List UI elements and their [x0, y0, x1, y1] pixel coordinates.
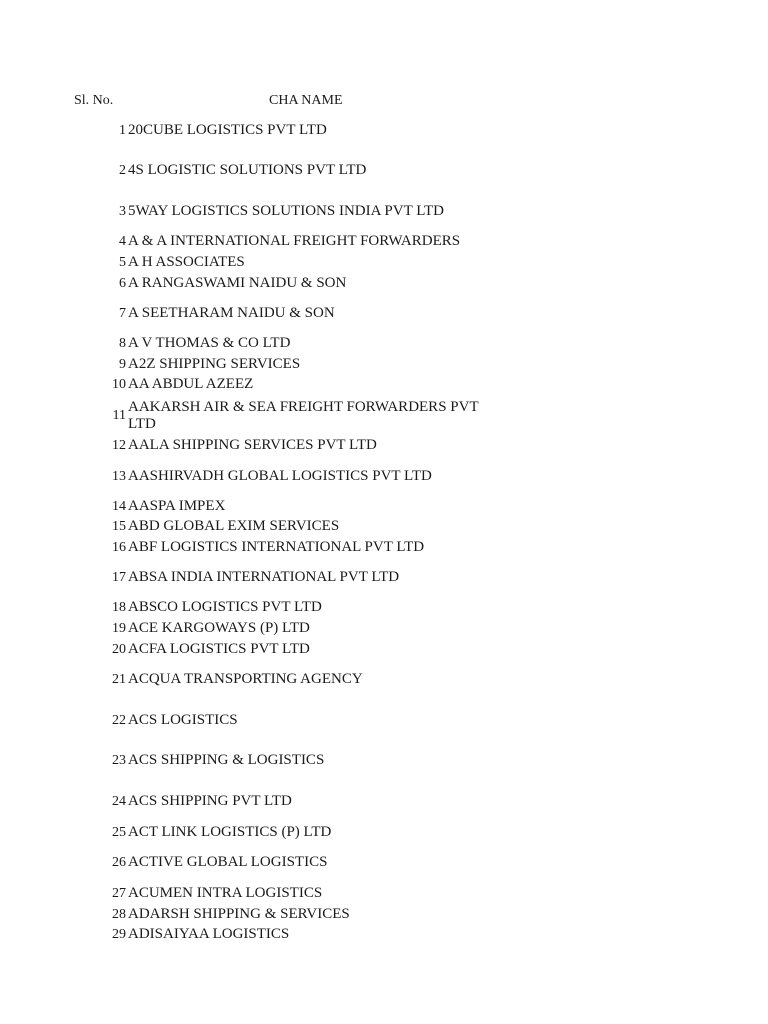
- cha-name: ACE KARGOWAYS (P) LTD: [128, 620, 310, 636]
- serial-number: 5: [119, 255, 126, 270]
- serial-number: 15: [112, 519, 126, 534]
- serial-number: 28: [112, 907, 126, 922]
- column-header-sl-no: Sl. No.: [74, 93, 114, 108]
- cha-name: ADARSH SHIPPING & SERVICES: [128, 906, 350, 922]
- serial-number: 23: [112, 753, 126, 768]
- serial-number: 20: [112, 642, 126, 657]
- serial-number: 22: [112, 713, 126, 728]
- cha-name: AASPA IMPEX: [128, 498, 226, 514]
- serial-number: 12: [112, 438, 126, 453]
- serial-number: 11: [112, 408, 126, 423]
- cha-name: ACTIVE GLOBAL LOGISTICS: [128, 854, 328, 870]
- serial-number: 29: [112, 927, 126, 942]
- serial-number: 1: [119, 123, 126, 138]
- cha-name: ABSA INDIA INTERNATIONAL PVT LTD: [128, 569, 400, 585]
- serial-number: 14: [112, 499, 126, 514]
- cha-name: ACT LINK LOGISTICS (P) LTD: [128, 824, 332, 840]
- cha-name: A V THOMAS & CO LTD: [128, 335, 291, 351]
- serial-number: 3: [119, 204, 126, 219]
- serial-number: 13: [112, 469, 126, 484]
- serial-number: 21: [112, 672, 126, 687]
- serial-number: 6: [119, 276, 126, 291]
- serial-number: 16: [112, 540, 126, 555]
- serial-number: 26: [112, 855, 126, 870]
- serial-number: 10: [112, 377, 126, 392]
- cha-name: A H ASSOCIATES: [128, 254, 245, 270]
- cha-name: ABD GLOBAL EXIM SERVICES: [128, 518, 340, 534]
- cha-name: 5WAY LOGISTICS SOLUTIONS INDIA PVT LTD: [128, 203, 444, 219]
- cha-name: A RANGASWAMI NAIDU & SON: [128, 275, 347, 291]
- cha-name: ADISAIYAA LOGISTICS: [128, 926, 290, 942]
- serial-number: 27: [112, 886, 126, 901]
- cha-name: AALA SHIPPING SERVICES PVT LTD: [128, 437, 377, 453]
- cha-name: ACQUA TRANSPORTING AGENCY: [128, 671, 363, 687]
- cha-name: ABSCO LOGISTICS PVT LTD: [128, 599, 322, 615]
- column-header-cha-name: CHA NAME: [269, 93, 343, 108]
- cha-name: ABF LOGISTICS INTERNATIONAL PVT LTD: [128, 539, 425, 555]
- cha-name: AA ABDUL AZEEZ: [128, 376, 254, 392]
- serial-number: 19: [112, 621, 126, 636]
- serial-number: 8: [119, 336, 126, 351]
- cha-name: A SEETHARAM NAIDU & SON: [128, 305, 335, 321]
- cha-name: A & A INTERNATIONAL FREIGHT FORWARDERS: [128, 233, 461, 249]
- serial-number: 18: [112, 600, 126, 615]
- cha-name: AASHIRVADH GLOBAL LOGISTICS PVT LTD: [128, 468, 432, 484]
- cha-name: ACS SHIPPING & LOGISTICS: [128, 752, 325, 768]
- serial-number: 25: [112, 825, 126, 840]
- cha-name: AAKARSH AIR & SEA FREIGHT FORWARDERS PVT LTD: [128, 399, 479, 432]
- serial-number: 2: [119, 163, 126, 178]
- cha-name: 4S LOGISTIC SOLUTIONS PVT LTD: [128, 162, 367, 178]
- serial-number: 24: [112, 794, 126, 809]
- cha-name: ACS LOGISTICS: [128, 712, 238, 728]
- serial-number: 4: [119, 234, 126, 249]
- cha-name: A2Z SHIPPING SERVICES: [128, 356, 301, 372]
- cha-name: ACFA LOGISTICS PVT LTD: [128, 641, 310, 657]
- cha-name: ACS SHIPPING PVT LTD: [128, 793, 292, 809]
- cha-name: 20CUBE LOGISTICS PVT LTD: [128, 122, 327, 138]
- cha-name: ACUMEN INTRA LOGISTICS: [128, 885, 323, 901]
- serial-number: 7: [119, 306, 126, 321]
- serial-number: 9: [119, 357, 126, 372]
- serial-number: 17: [112, 570, 126, 585]
